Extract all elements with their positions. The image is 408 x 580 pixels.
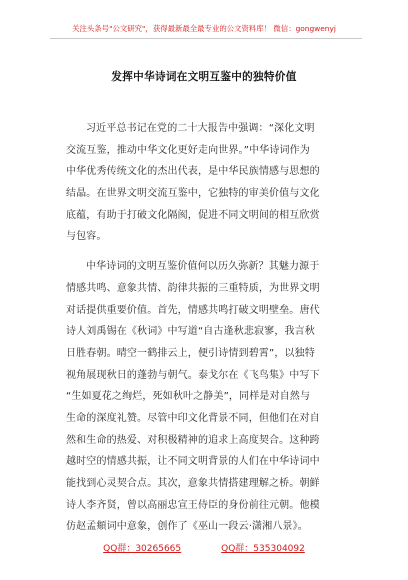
- paragraph-line: 交流互鉴，推动中华文化更好走向世界。”中华诗词作为: [66, 144, 310, 156]
- paragraph-line: 然和生命的热爱、对积极精神的追求上高度契合。这种跨: [66, 434, 320, 446]
- qq-group-link-2[interactable]: QQ群：535304092: [221, 544, 305, 554]
- document-title: 发挥中华诗词在文明互鉴中的独特价值: [111, 71, 297, 83]
- footer: [0, 541, 408, 554]
- paragraph-line: 中华诗词的文明互鉴价值何以历久弥新？其魅力源于: [86, 261, 320, 273]
- header-divider: [50, 38, 362, 39]
- paragraph: [66, 256, 348, 538]
- paragraph: [66, 118, 348, 248]
- header-banner: 关注头条号"公文研究"，获得最新最全最专业的公文资料库！ 微信：gongwenyj: [72, 24, 336, 33]
- paragraph-line: “生如夏花之绚烂，死如秋叶之静美”，同样是对自然与: [66, 391, 311, 403]
- paragraph-line: 日胜春朝。晴空一鹤排云上，便引诗情到碧霄”，以独特: [66, 347, 315, 359]
- paragraph-line: 诗人刘禹锡在《秋词》中写道“自古逢秋悲寂寥，我言秋: [66, 326, 315, 338]
- paragraph-line: 诗人李齐贤，曾以高丽忠宣王侍臣的身份前往元朝。他模: [66, 499, 320, 511]
- paragraph-line: 越时空的情感共振，让不同文明背景的人们在中华诗词中: [66, 456, 320, 468]
- paragraph-line: 对话提供重要价值。首先，情感共鸣打破文明壁垒。唐代: [66, 304, 320, 316]
- paragraph-line: 仿赵孟頫词中意象，创作了《巫山一段云·潇湘八景》。: [66, 521, 308, 533]
- paragraph-line: 生命的深度礼赞。尽管中印文化背景不同，但他们在对自: [66, 412, 320, 424]
- qq-group-link-1[interactable]: QQ群：30265665: [103, 544, 182, 554]
- paragraph-line: 习近平总书记在党的二十大报告中强调：“深化文明: [86, 123, 315, 134]
- paragraph-line: 中华优秀传统文化的杰出代表，是中华民族情感与思想的: [66, 166, 320, 178]
- paragraph-line: 视角展现秋日的蓬勃与朝气。泰戈尔在《飞鸟集》中写下: [66, 369, 320, 381]
- paragraph-line: 能找到心灵契合点。其次，意象共情搭建理解之桥。朝鲜: [66, 478, 320, 489]
- paragraph-line: 结晶。在世界文明交流互鉴中，它独特的审美价值与文化: [66, 188, 320, 200]
- paragraph-line: 底蕴，有助于打破文化隔阂，促进不同文明间的相互欣赏: [66, 209, 320, 221]
- paragraph-line: 情感共鸣、意象共情、韵律共振的三重特质，为世界文明: [66, 282, 320, 294]
- paragraph-line: 与包容。: [66, 231, 107, 243]
- document-body: [66, 118, 348, 538]
